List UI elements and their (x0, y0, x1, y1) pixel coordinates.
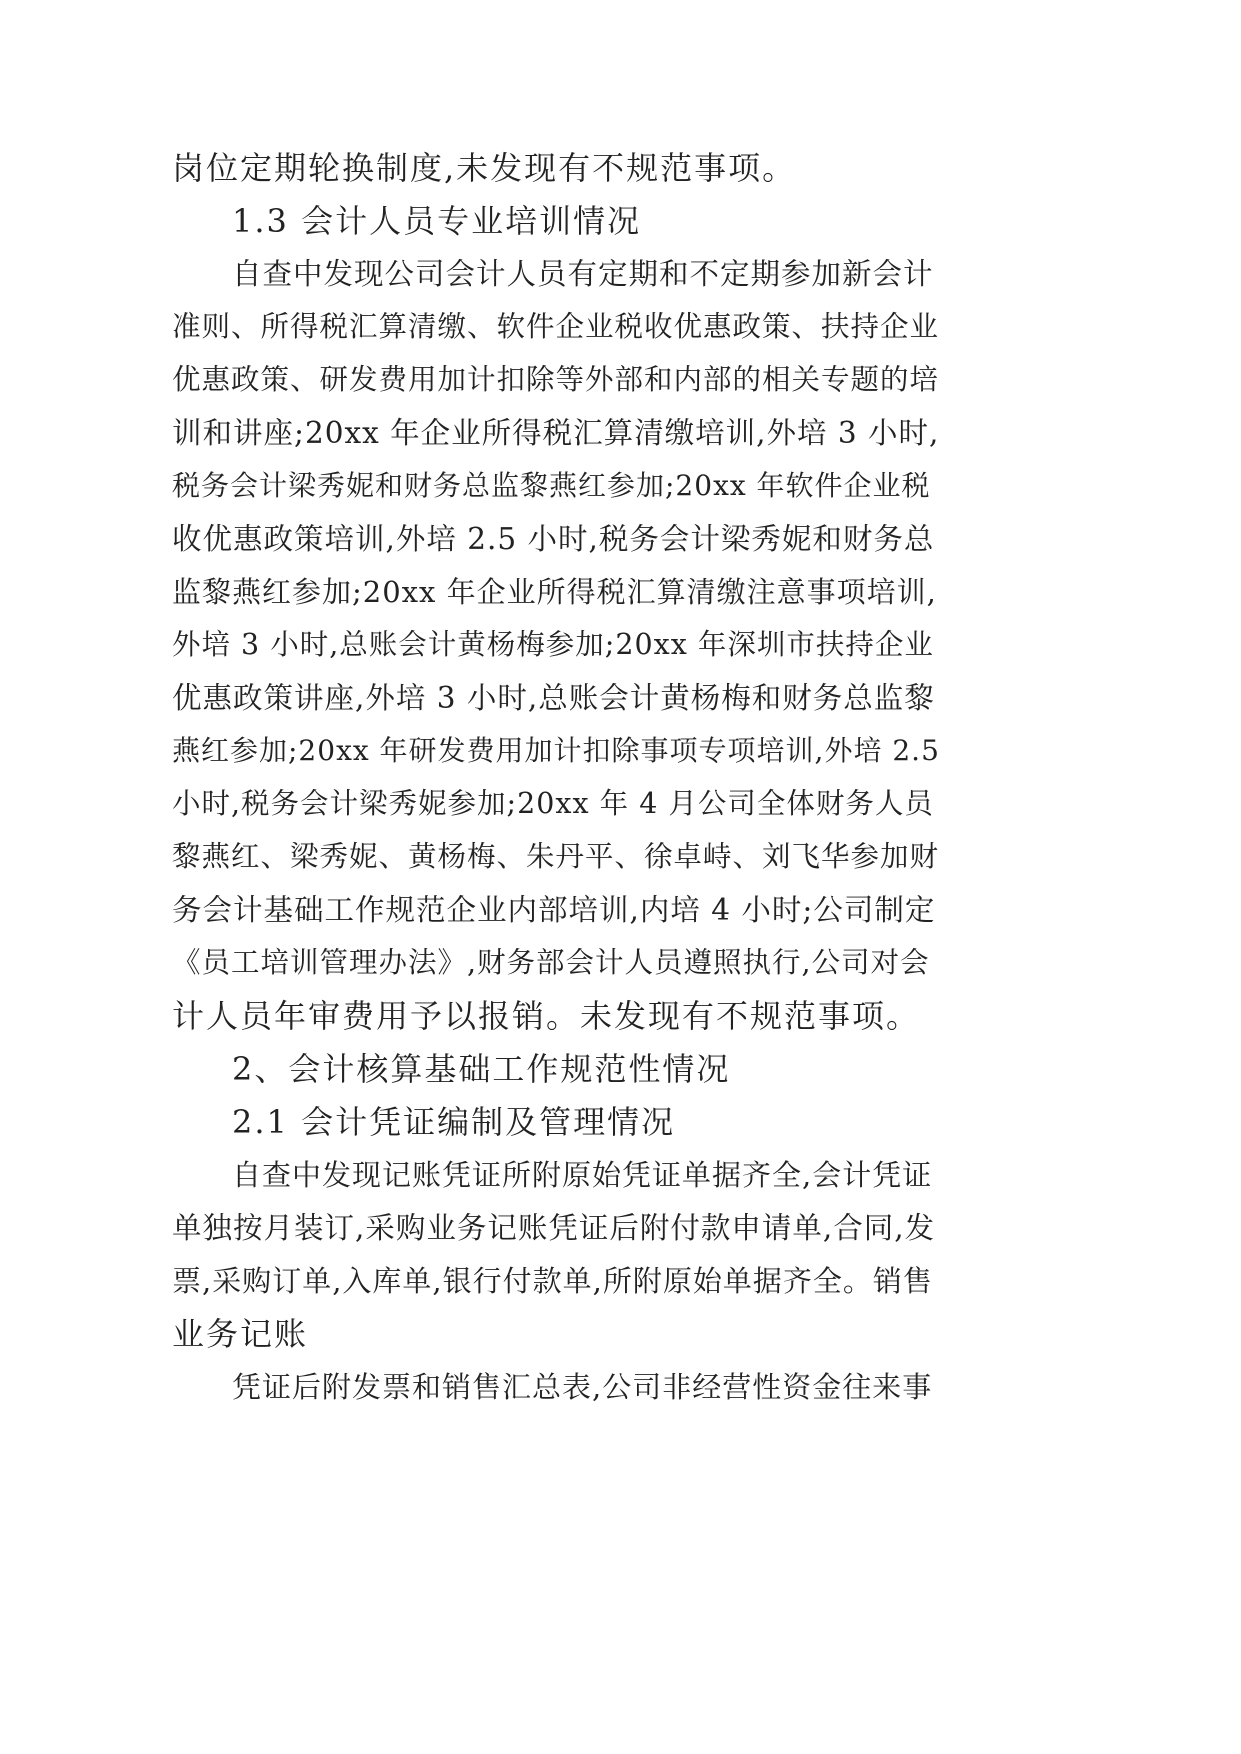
text-line: 计人员年审费用予以报销。未发现有不规范事项。 (172, 997, 921, 1035)
text-line: 优惠政策、研发费用加计扣除等外部和内部的相关专题的培 (172, 363, 940, 396)
text-line: 凭证后附发票和销售汇总表,公司非经营性资金往来事 (232, 1370, 933, 1404)
text-line: 票,采购订单,入库单,银行付款单,所附原始单据齐全。销售 (172, 1264, 933, 1298)
text-line: 小时,税务会计梁秀妮参加;20xx 年 4 月公司全体财务人员 (172, 787, 934, 820)
text-line: 燕红参加;20xx 年研发费用加计扣除事项专项培训,外培 2.5 (172, 734, 940, 767)
section-heading-2-1: 2.1 会计凭证编制及管理情况 (232, 1103, 676, 1141)
text-line: 《员工培训管理办法》,财务部会计人员遵照执行,公司对会 (172, 946, 930, 979)
text-line: 业务记账 (172, 1315, 309, 1353)
text-line: 黎燕红、梁秀妮、黄杨梅、朱丹平、徐卓峙、刘飞华参加财 (172, 840, 940, 873)
text-line: 务会计基础工作规范企业内部培训,内培 4 小时;公司制定 (172, 893, 936, 927)
text-line: 自查中发现记账凭证所附原始凭证单据齐全,会计凭证 (232, 1158, 933, 1192)
text-line: 岗位定期轮换制度,未发现有不规范事项。 (172, 149, 797, 187)
text-line: 单独按月装订,采购业务记账凭证后附付款申请单,合同,发 (172, 1211, 936, 1245)
text-line: 收优惠政策培训,外培 2.5 小时,税务会计梁秀妮和财务总 (172, 522, 935, 556)
section-heading-2: 2、会计核算基础工作规范性情况 (232, 1050, 731, 1088)
text-line: 税务会计梁秀妮和财务总监黎燕红参加;20xx 年软件企业税 (172, 469, 931, 502)
text-line: 自查中发现公司会计人员有定期和不定期参加新会计 (232, 257, 934, 291)
text-line: 准则、所得税汇算清缴、软件企业税收优惠政策、扶持企业 (172, 310, 940, 343)
section-heading-1-3: 1.3 会计人员专业培训情况 (232, 202, 642, 240)
text-line: 训和讲座;20xx 年企业所得税汇算清缴培训,外培 3 小时, (172, 416, 940, 450)
text-line: 优惠政策讲座,外培 3 小时,总账会计黄杨梅和财务总监黎 (172, 681, 935, 715)
text-line: 外培 3 小时,总账会计黄杨梅参加;20xx 年深圳市扶持企业 (172, 628, 934, 661)
text-line: 监黎燕红参加;20xx 年企业所得税汇算清缴注意事项培训, (172, 575, 937, 609)
